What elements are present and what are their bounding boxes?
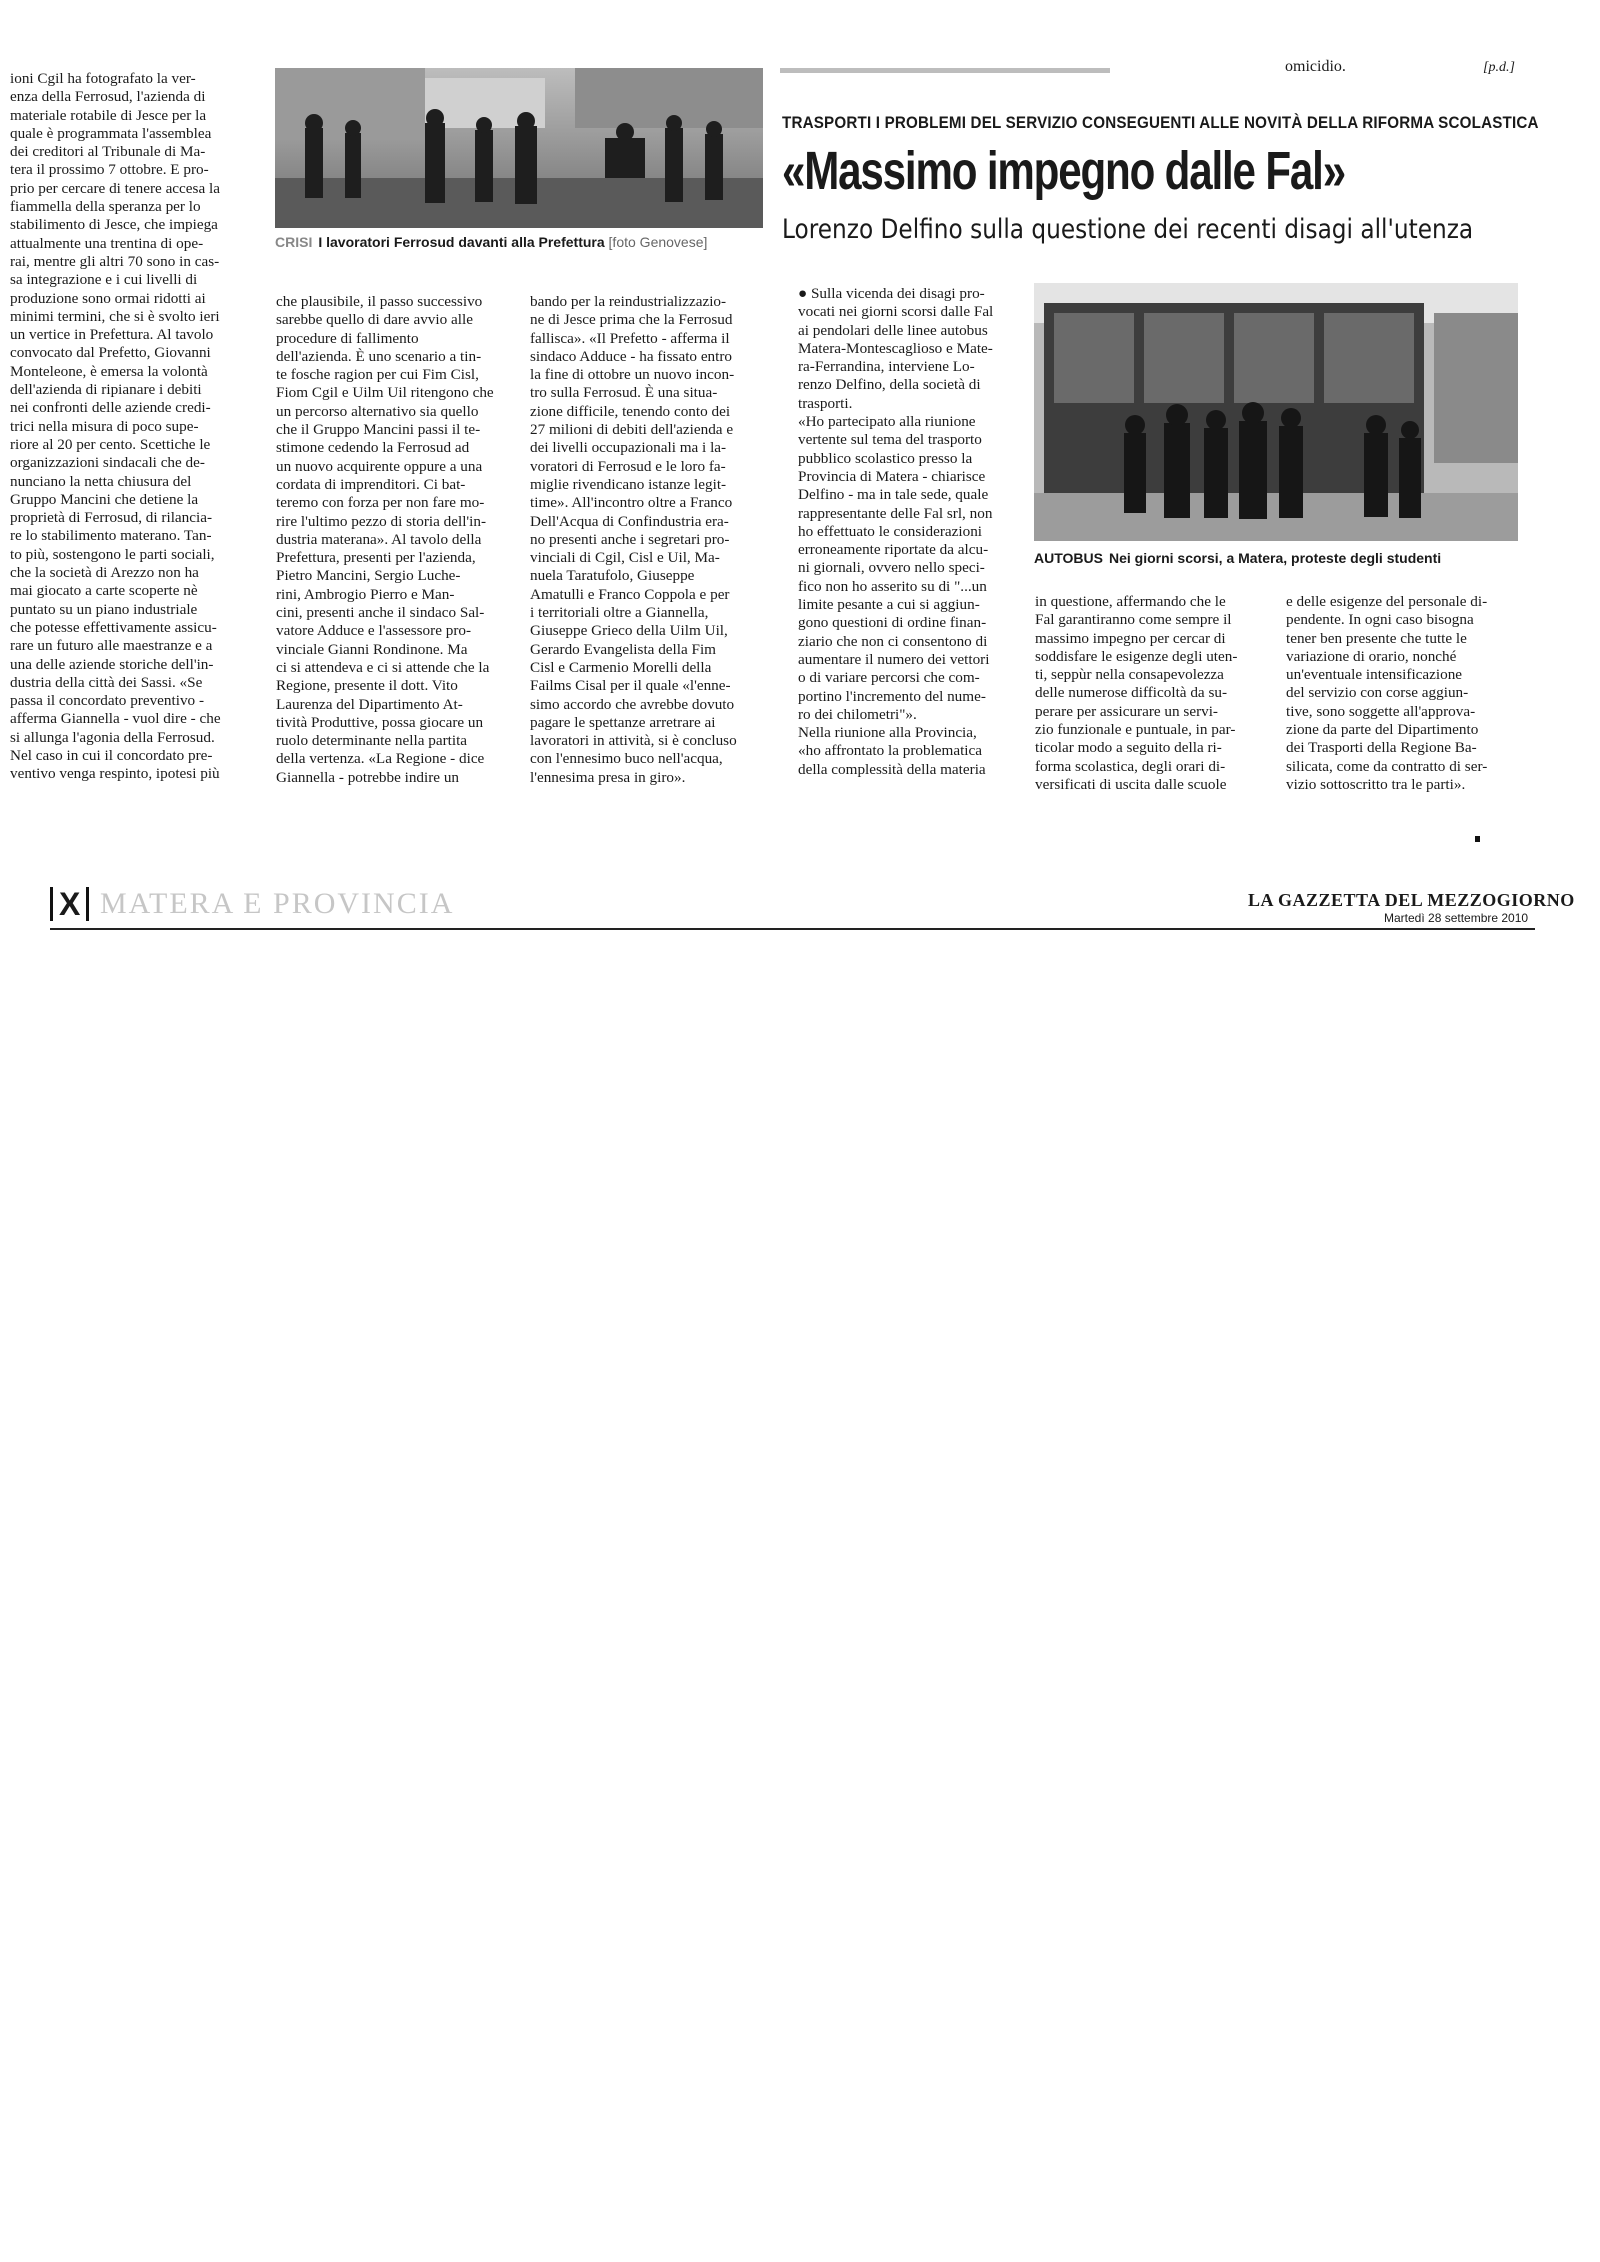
text-line: si allunga l'agonia della Ferrosud.: [10, 728, 215, 746]
article-kicker: TRASPORTI I PROBLEMI DEL SERVIZIO CONSEGUENTI ALLE NOVITÀ DELLA RIFORMA SCOLASTICA: [782, 114, 1539, 132]
footer-page-number: X: [50, 887, 89, 921]
text-line: dei creditori al Tribunale di Ma-: [10, 143, 206, 161]
text-line: Cisl e Carmenio Morelli della: [530, 658, 712, 676]
text-line: nei confronti delle aziende credi-: [10, 399, 211, 417]
text-line: voratori di Ferrosud e le loro fa-: [530, 457, 726, 475]
text-line: Nel caso in cui il concordato pre-: [10, 746, 213, 764]
caption-text: I lavoratori Ferrosud davanti alla Prefettura: [318, 234, 605, 250]
text-line: riore al 20 per cento. Scettiche le: [10, 435, 211, 453]
text-line: rare un futuro alle maestranze e a: [10, 637, 213, 655]
text-line: variazione di orario, nonché: [1286, 647, 1457, 665]
text-line: ruolo determinante nella partita: [276, 732, 468, 750]
top-stripe: [780, 68, 1110, 73]
text-line: dei livelli occupazionali ma i la-: [530, 439, 727, 457]
text-line: convocato dal Prefetto, Giovanni: [10, 344, 211, 362]
text-line: perare per assicurare un servi-: [1035, 702, 1218, 720]
text-line: minimi termini, che si è svolto ieri: [10, 307, 220, 325]
text-line: limite pesante a cui si aggiun-: [798, 596, 980, 614]
footer-section: MATERA E PROVINCIA: [100, 887, 455, 920]
text-line: tener ben presente che tutte le: [1286, 629, 1467, 647]
text-line: dell'azienda. È uno scenario a tin-: [276, 347, 482, 365]
text-line: materiale rotabile di Jesce per la: [10, 106, 207, 124]
text-line: massimo impegno per cercar di: [1035, 629, 1226, 647]
text-line: Matera-Montescaglioso e Mate-: [798, 339, 993, 357]
text-line: Gerardo Evangelista della Fim: [530, 640, 716, 658]
footer-masthead: LA GAZZETTA DEL MEZZOGIORNO: [1248, 890, 1575, 910]
text-line: tività Produttive, possa giocare un: [276, 713, 484, 731]
text-line: Giannella - potrebbe indire un: [276, 768, 460, 786]
caption-tag: AUTOBUS: [1034, 550, 1103, 566]
text-line: puntato su un piano industriale: [10, 600, 198, 618]
text-line: prio per cercare di tenere accesa la: [10, 179, 220, 197]
text-line: ventivo venga respinto, ipotesi più: [10, 765, 220, 783]
text-line: che il Gruppo Mancini passi il te-: [276, 421, 481, 439]
text-line: tera il prossimo 7 ottobre. E pro-: [10, 161, 209, 179]
text-line: 27 milioni di debiti dell'azienda e: [530, 421, 734, 439]
text-line: i territoriali oltre a Giannella,: [530, 604, 709, 622]
text-line: dei Trasporti della Regione Ba-: [1286, 739, 1477, 757]
text-line: ci si attendeva e ci si attende che la: [276, 658, 490, 676]
text-line: che plausibile, il passo successivo: [276, 293, 483, 310]
caption-text: Nei giorni scorsi, a Matera, proteste degli studenti: [1108, 550, 1442, 566]
text-line: ioni Cgil ha fotografato la ver-: [10, 70, 196, 87]
text-line: gono questioni di ordine finan-: [798, 614, 987, 632]
text-line: trici nella misura di poco supe-: [10, 417, 199, 435]
text-line: ho effettuato le considerazioni: [798, 522, 983, 540]
article-column-2: [276, 293, 512, 805]
top-right-text: omicidio.: [1285, 58, 1346, 75]
text-line: tro sulla Ferrosud. È una situa-: [530, 384, 718, 402]
footer-date: Martedì 28 settembre 2010: [1384, 911, 1529, 925]
text-line: forma scolastica, degli orari di-: [1035, 757, 1226, 775]
text-line: un vertice in Prefettura. Al tavolo: [10, 326, 214, 344]
col6-lines: [1286, 593, 1518, 794]
text-line: vinciali di Cgil, Cisl e Uil, Ma-: [530, 549, 720, 567]
text-line: sarebbe quello di dare avvio alle: [276, 311, 473, 329]
text-line: Prefettura, presenti per l'azienda,: [276, 549, 476, 567]
text-line: Dell'Acqua di Confindustria era-: [530, 512, 729, 530]
text-line: fiammella della speranza per lo: [10, 198, 201, 216]
text-line: re lo stabilimento materano. Tan-: [10, 527, 212, 545]
article-subhead: Lorenzo Delfino sulla questione dei recenti disagi all'utenza: [782, 214, 1474, 245]
text-line: vocati nei giorni scorsi dalle Fal: [798, 303, 994, 321]
end-mark: [1475, 836, 1480, 842]
text-line: passa il concordato preventivo -: [10, 692, 204, 710]
text-line: rai, mentre gli altri 70 sono in cas-: [10, 252, 220, 270]
text-line: Fal garantiranno come sempre il: [1035, 611, 1232, 629]
photo-autobus-caption: [1034, 550, 1524, 566]
text-line: «Ho partecipato alla riunione: [798, 413, 976, 431]
text-line: una delle aziende storiche dell'in-: [10, 655, 214, 673]
text-line: Monteleone, è emersa la volontà: [10, 362, 208, 380]
text-line: rire l'ultimo pezzo di storia dell'in-: [276, 512, 487, 530]
text-line: procedure di fallimento: [276, 329, 419, 347]
text-line: zione da parte del Dipartimento: [1286, 721, 1479, 739]
text-line: ni giornali, ovvero nello speci-: [798, 559, 985, 577]
caption-tag: CRISI: [275, 234, 313, 250]
text-line: ticolar modo a seguito della ri-: [1035, 739, 1222, 757]
left-column-lines: [10, 70, 248, 784]
text-line: stabilimento di Jesce, che impiega: [10, 216, 218, 234]
text-line: un nuovo acquirente oppure a una: [276, 457, 483, 475]
text-line: Fiom Cgil e Uilm Uil ritengono che: [276, 384, 494, 402]
text-line: dell'azienda di ripianare i debiti: [10, 381, 202, 399]
text-line: miglie rivendicano istanze legit-: [530, 475, 727, 493]
text-line: ra-Ferrandina, interviene Lo-: [798, 358, 975, 376]
text-line: soddisfare le esigenze degli uten-: [1035, 647, 1238, 665]
text-line: Regione, presente il dott. Vito: [276, 677, 458, 695]
text-line: vizio sottoscritto tra le parti».: [1286, 775, 1466, 793]
text-line: afferma Giannella - vuol dire - che: [10, 710, 221, 728]
article-column-6: [1286, 593, 1518, 805]
left-article-column: [10, 70, 248, 806]
text-line: rappresentante delle Fal srl, non: [798, 504, 993, 522]
text-line: nuela Taratufolo, Giuseppe: [530, 567, 695, 585]
text-line: mai giocato a carte scoperte nè: [10, 582, 198, 600]
text-line: cini, presenti anche il sindaco Sal-: [276, 604, 485, 622]
text-line: no presenti anche i segretari pro-: [530, 530, 730, 548]
col2-lines: [276, 293, 512, 787]
bus-photo-image: [1034, 283, 1518, 541]
text-line: proprietà di Ferrosud, di rilancia-: [10, 509, 213, 527]
text-line: renzo Delfino, della società di: [798, 376, 981, 394]
text-line: attualmente una trentina di ope-: [10, 234, 204, 252]
text-line: tive, sono soggette all'approva-: [1286, 702, 1476, 720]
text-line: Laurenza del Dipartimento At-: [276, 695, 463, 713]
text-line: dustria della città dei Sassi. «Se: [10, 673, 203, 691]
text-line: o di variare percorsi che com-: [798, 669, 980, 687]
text-line: stimone cedendo la Ferrosud ad: [276, 439, 470, 457]
text-line: vertente sul tema del trasporto: [798, 431, 982, 449]
text-line: time». All'incontro oltre a Franco: [530, 494, 733, 512]
text-line: un'eventuale intensificazione: [1286, 666, 1463, 684]
text-line: ziario che non ci consentono di: [798, 632, 988, 650]
text-line: erroneamente riportate da alcu-: [798, 541, 989, 559]
text-line: dustria materana». Al tavolo della: [276, 530, 482, 548]
photo-credit: [foto Genovese]: [608, 234, 708, 250]
text-line: quale è programmata l'assemblea: [10, 124, 212, 142]
text-line: ai pendolari delle linee autobus: [798, 321, 988, 339]
workers-photo-image: [275, 68, 763, 228]
text-line: con l'ennesimo buco nell'acqua,: [530, 750, 723, 768]
text-line: te fosche ragion per cui Fim Cisl,: [276, 366, 479, 384]
text-line: della complessità della materia: [798, 760, 986, 778]
text-line: «ho affrontato la problematica: [798, 742, 983, 760]
text-line: ro dei chilometri"».: [798, 705, 917, 723]
text-line: silicata, come da contratto di ser-: [1286, 757, 1488, 775]
text-line: fico non ho asserito su di "...un: [798, 577, 987, 595]
text-line: ● Sulla vicenda dei disagi pro-: [798, 285, 985, 302]
text-line: che la società di Arezzo non ha: [10, 564, 199, 582]
footer-rule: [50, 928, 1535, 930]
text-line: nunciano la netta chiusura del: [10, 472, 192, 490]
text-line: ti, seppùr nella consapevolezza: [1035, 666, 1224, 684]
text-line: l'ennesima presa in giro».: [530, 768, 686, 786]
author-signature: [p.d.]: [1483, 60, 1515, 75]
text-line: Failms Cisal per il quale «l'enne-: [530, 677, 731, 695]
text-line: del servizio con corse aggiun-: [1286, 684, 1469, 702]
text-line: lavoratori in attività, si è concluso: [530, 732, 737, 750]
text-line: fallisca». «Il Prefetto - afferma il: [530, 329, 730, 347]
text-line: vatore Adduce e l'assessore pro-: [276, 622, 472, 640]
col5-lines: [1035, 593, 1270, 794]
col3-lines: [530, 293, 765, 787]
text-line: teremo con forza per non fare mo-: [276, 494, 485, 512]
text-line: delle numerose difficoltà da su-: [1035, 684, 1228, 702]
text-line: della vertenza. «La Regione - dice: [276, 750, 485, 768]
article-column-5: [1035, 593, 1270, 805]
text-line: aumentare il numero dei vettori: [798, 650, 990, 668]
text-line: un percorso alternativo sia quello: [276, 402, 479, 420]
text-line: pubblico scolastico presso la: [798, 449, 973, 467]
text-line: Amatulli e Franco Coppola e per: [530, 585, 730, 603]
text-line: produzione sono ormai ridotti ai: [10, 289, 206, 307]
text-line: cordata di imprenditori. Ci bat-: [276, 475, 466, 493]
text-line: e delle esigenze del personale di-: [1286, 593, 1488, 610]
text-line: versificati di uscita dalle scuole: [1035, 775, 1227, 793]
text-line: che potesse effettivamente assicu-: [10, 618, 217, 636]
photo-autobus-studenti: [1034, 283, 1518, 541]
text-line: organizzazioni sindacali che de-: [10, 454, 205, 472]
text-line: vinciale Gianni Rondinone. Ma: [276, 640, 468, 658]
text-line: Provincia di Matera - chiarisce: [798, 467, 986, 485]
text-line: Delfino - ma in tale sede, quale: [798, 486, 989, 504]
article-column-4: [798, 285, 1016, 805]
text-line: pendente. In ogni caso bisogna: [1286, 611, 1474, 629]
text-line: sindaco Adduce - ha fissato entro: [530, 347, 733, 365]
photo-lavoratori-prefettura: [275, 68, 763, 228]
text-line: sa integrazione e i cui livelli di: [10, 271, 198, 289]
text-line: portino l'incremento del nume-: [798, 687, 986, 705]
text-line: Giuseppe Grieco della Uilm Uil,: [530, 622, 728, 640]
text-line: Gruppo Mancini che detiene la: [10, 490, 199, 508]
article-column-3: [530, 293, 765, 805]
col4-lines: [798, 285, 1016, 779]
text-line: simo accordo che avrebbe dovuto: [530, 695, 735, 713]
text-line: ne di Jesce prima che la Ferrosud: [530, 311, 733, 329]
text-line: bando per la reindustrializzazio-: [530, 293, 727, 310]
text-line: zione difficile, tenendo conto dei: [530, 402, 731, 420]
photo-lavoratori-caption: [275, 234, 775, 250]
text-line: Nella riunione alla Provincia,: [798, 724, 977, 742]
text-line: enza della Ferrosud, l'azienda di: [10, 88, 206, 106]
text-line: rini, Ambrogio Pierro e Man-: [276, 585, 455, 603]
text-line: zio funzionale e puntuale, in par-: [1035, 721, 1236, 739]
text-line: pagare le spettanze arretrare ai: [530, 713, 716, 731]
text-line: to più, sostengono le parti sociali,: [10, 545, 215, 563]
text-line: Pietro Mancini, Sergio Luche-: [276, 567, 461, 585]
text-line: in questione, affermando che le: [1035, 593, 1226, 610]
text-line: trasporti.: [798, 394, 853, 412]
text-line: la fine di ottobre un nuovo incon-: [530, 366, 735, 384]
article-headline: «Massimo impegno dalle Fal»: [782, 141, 1345, 201]
